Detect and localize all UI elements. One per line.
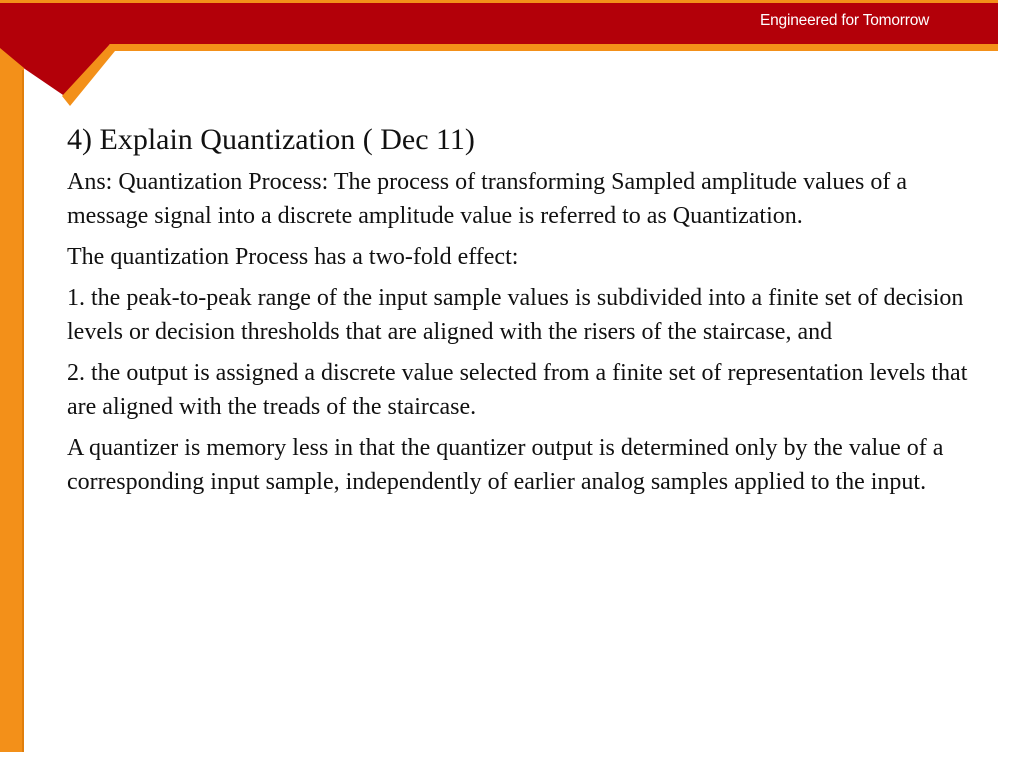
- effect-point-1: 1. the peak-to-peak range of the input sample values is subdivided into a finite set of decision levels or decision thresholds that are aligned with the risers of the staircase, and: [67, 285, 964, 345]
- slide-content: [67, 121, 977, 506]
- brand-tagline: Engineered for Tomorrow: [760, 12, 930, 29]
- slide-title: 4) Explain Quantization ( Dec 11): [67, 123, 475, 156]
- left-orange-bar: [0, 48, 24, 752]
- header-orange-underline: [62, 44, 998, 106]
- two-fold-intro: The quantization Process has a two-fold effect:: [67, 244, 519, 270]
- memoryless-paragraph: A quantizer is memory less in that the quantizer output is determined only by the value of a corresponding input sample, independently of earlier analog samples applied to the input.: [67, 435, 944, 495]
- effect-point-2: 2. the output is assigned a discrete value selected from a finite set of representation levels that are aligned with the treads of the staircase.: [67, 360, 968, 420]
- answer-paragraph: Ans: Quantization Process: The process of transforming Sampled amplitude values of a message signal into a discrete amplitude value is referred to as Quantization.: [67, 169, 908, 229]
- left-bar-edge: [22, 70, 24, 752]
